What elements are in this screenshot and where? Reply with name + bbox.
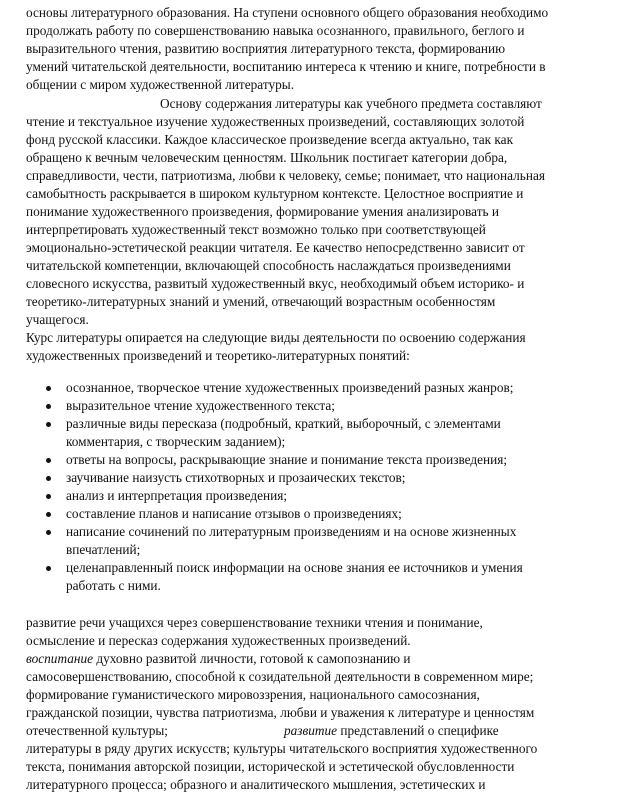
text-line: фонд русской классики. Каждое классическое произведение всегда актуально, так как bbox=[26, 132, 514, 147]
text-line: основы литературного образования. На ступени основного общего образования необходимо bbox=[26, 5, 549, 20]
text-line: Курс литературы опирается на следующие виды деятельности по освоению содержания bbox=[26, 330, 526, 345]
list-item-text: работать с ними. bbox=[66, 578, 161, 593]
text-line: интерпретировать художественный текст возможно только при соответствующей bbox=[26, 222, 486, 237]
list-item-text: составление планов и написание отзывов о произведениях; bbox=[66, 506, 402, 521]
list-item-text: выразительное чтение художественного текста; bbox=[66, 398, 335, 413]
text-line: гражданской позиции, чувства патриотизма, любви и уважения к литературе и ценностям bbox=[26, 705, 535, 720]
text-line: обращено к вечным человеческим ценностям. Школьник постигает категории добра, bbox=[26, 150, 508, 165]
text-span: отечественной культуры; bbox=[26, 723, 168, 738]
list-item-text: осознанное, творческое чтение художественных произведений разных жанров; bbox=[66, 380, 514, 395]
text-line: эмоционально-эстетической реакции читателя. Ее качество непосредственно зависит от bbox=[26, 240, 525, 255]
text-line: чтение и текстуальное изучение художественных произведений, составляющих золотой bbox=[26, 114, 525, 129]
bullet-icon bbox=[46, 476, 51, 481]
list-item-text: ответы на вопросы, раскрывающие знание и понимание текста произведения; bbox=[66, 452, 508, 467]
text-line: литературы в ряду других искусств; культуры читательского восприятия художественного bbox=[26, 741, 538, 756]
text-line: выразительного чтения, развитию восприятия литературного текста, формированию bbox=[26, 41, 506, 56]
text-line bbox=[26, 722, 499, 740]
text-line: Основу содержания литературы как учебного предмета составляют bbox=[160, 96, 542, 111]
list-item-text: заучивание наизусть стихотворных и прозаических текстов; bbox=[66, 470, 406, 485]
bullet-icon bbox=[46, 566, 51, 571]
bullet-icon bbox=[46, 404, 51, 409]
list-item-text: анализ и интерпретация произведения; bbox=[66, 488, 288, 503]
list-item-text: различные виды пересказа (подробный, краткий, выборочный, с элементами bbox=[66, 416, 501, 431]
text-line: формирование гуманистического мировоззрения, национального самосознания, bbox=[26, 687, 480, 702]
text-line: литературного процесса; образного и аналитического мышления, эстетических и bbox=[26, 777, 486, 792]
text-line: самосовершенствованию, способной к созидательной деятельности в современном мире; bbox=[26, 669, 534, 684]
text-line: осмысление и пересказ содержания художественных произведений. bbox=[26, 633, 411, 648]
text-line: художественных произведений и теоретико-литературных понятий: bbox=[26, 348, 410, 363]
list-item-text: впечатлений; bbox=[66, 542, 141, 557]
text-line: текста, понимания авторской позиции, исторической и эстетической обусловленности bbox=[26, 759, 515, 774]
text-line: учащегося. bbox=[26, 312, 89, 327]
text-line: понимание художественного произведения, формирование умения анализировать и bbox=[26, 204, 500, 219]
term-development: развитие bbox=[284, 723, 338, 738]
bullet-icon bbox=[46, 422, 51, 427]
bullet-icon bbox=[46, 530, 51, 535]
text-line: общении с миром художественной литературы. bbox=[26, 77, 295, 92]
list-item-text: целенаправленный поиск информации на основе знания ее источников и умения bbox=[66, 560, 523, 575]
term-upbringing: воспитание bbox=[26, 651, 94, 666]
bullet-icon bbox=[46, 386, 51, 391]
text-line: развитие речи учащихся через совершенствование техники чтения и понимание, bbox=[26, 615, 483, 630]
bullet-icon bbox=[46, 512, 51, 517]
text-span: представлений о специфике bbox=[337, 723, 499, 738]
list-item-text: комментария, с творческим заданием); bbox=[66, 434, 286, 449]
text-line: продолжать работу по совершенствованию навыка осознанного, правильного, беглого и bbox=[26, 23, 525, 38]
text-span: духовно развитой личности, готовой к самопознанию и bbox=[93, 651, 411, 666]
text-line: читательской компетенции, включающей способность наслаждаться произведениями bbox=[26, 258, 511, 273]
text-line: справедливости, чести, патриотизма, любви к человеку, семье; понимает, что национальная bbox=[26, 168, 545, 183]
bullet-icon bbox=[46, 494, 51, 499]
text-line: теоретико-литературных знаний и умений, отвечающий возрастным особенностям bbox=[26, 294, 496, 309]
text-line: самобытность раскрывается в широком культурном контексте. Целостное восприятие и bbox=[26, 186, 524, 201]
text-line: словесного искусства, развитый художественный вкус, необходимый объем историко- и bbox=[26, 276, 525, 291]
list-item-text: написание сочинений по литературным произведениям и на основе жизненных bbox=[66, 524, 517, 539]
text-line: умений читательской деятельности, воспитанию интереса к чтению и книге, потребности в bbox=[26, 59, 546, 74]
text-line bbox=[26, 650, 410, 668]
bullet-icon bbox=[46, 458, 51, 463]
